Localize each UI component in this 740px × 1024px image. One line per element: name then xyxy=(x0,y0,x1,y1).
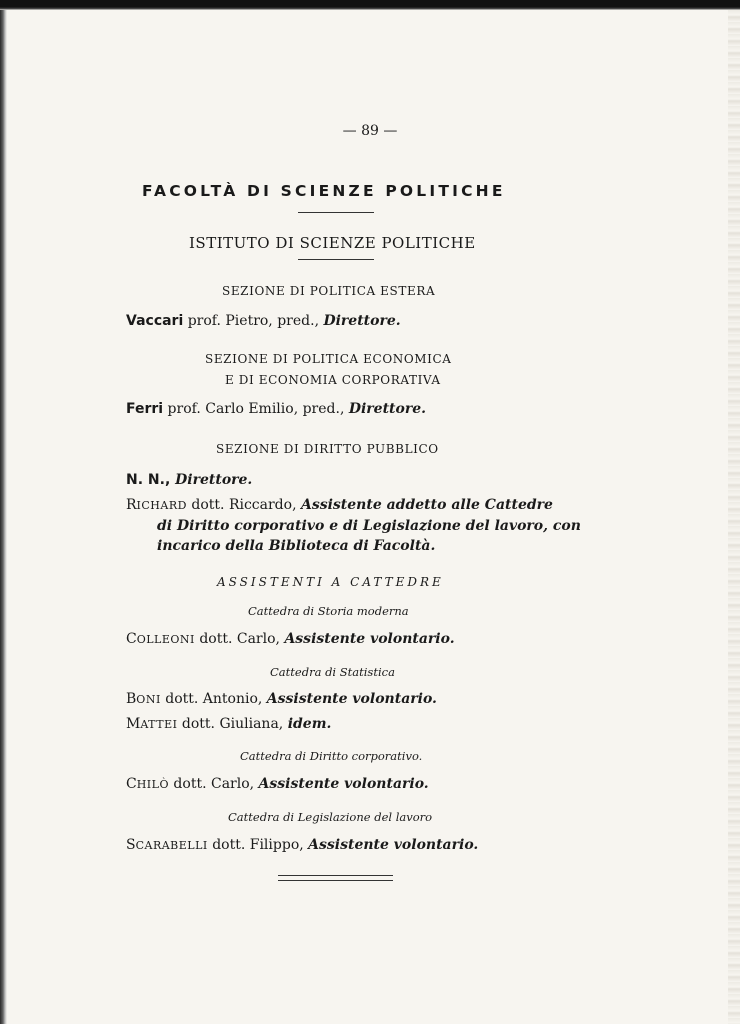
entry-chilo xyxy=(126,776,429,792)
entry-surname: Vaccari xyxy=(126,313,184,329)
entry-colleoni xyxy=(126,631,455,647)
faculty-title: FACOLTÀ DI SCIENZE POLITICHE xyxy=(142,182,506,200)
closing-double-rule xyxy=(278,875,393,881)
entry-richard-line2 xyxy=(157,518,581,534)
page-left-edge xyxy=(0,10,7,1024)
entry-richard xyxy=(126,497,553,513)
page-top-edge xyxy=(0,0,740,10)
entry-text: dott. Giuliana, xyxy=(177,716,288,732)
entry-surname-initial: S xyxy=(126,837,136,853)
entry-role: Assistente volontario. xyxy=(284,631,455,647)
chair-legislazione-lavoro: Cattedra di Legislazione del lavoro xyxy=(228,810,433,824)
entry-text: dott. Riccardo, xyxy=(186,497,301,513)
entry-role: idem. xyxy=(287,716,332,732)
entry-surname-initial: M xyxy=(126,716,141,732)
entry-surname-rest: HILÒ xyxy=(136,778,169,791)
entry-surname: Ferri xyxy=(126,401,164,417)
entry-role: Assistente volontario. xyxy=(308,837,479,853)
entry-surname-initial: C xyxy=(126,776,137,792)
section-heading-politica-estera: SEZIONE DI POLITICA ESTERA xyxy=(222,284,436,298)
chair-diritto-corporativo: Cattedra di Diritto corporativo. xyxy=(240,749,423,763)
entry-role-line3: incarico della Biblioteca di Facoltà. xyxy=(157,538,436,554)
institute-rule xyxy=(298,259,374,260)
assistants-heading: ASSISTENTI A CATTEDRE xyxy=(217,575,444,589)
entry-surname-rest: ONI xyxy=(136,693,161,706)
entry-vaccari xyxy=(126,313,401,329)
chair-statistica: Cattedra di Statistica xyxy=(270,665,395,679)
entry-text: dott. Carlo, xyxy=(168,776,259,792)
entry-nn xyxy=(126,472,252,488)
entry-role-line1: Assistente addetto alle Cattedre xyxy=(300,497,553,513)
entry-text: dott. Filippo, xyxy=(207,837,309,853)
page-right-edge xyxy=(728,10,740,1024)
entry-scarabelli xyxy=(126,837,478,853)
entry-ferri xyxy=(126,401,426,417)
entry-surname-initial: R xyxy=(126,497,137,513)
entry-role: Assistente volontario. xyxy=(266,691,437,707)
entry-surname-rest: OLLEONI xyxy=(136,633,195,646)
entry-richard-line3 xyxy=(157,538,435,554)
entry-role: Assistente volontario. xyxy=(258,776,429,792)
entry-role-line2: di Diritto corporativo e di Legislazione del lavoro, con xyxy=(157,518,581,534)
entry-role: Direttore. xyxy=(170,472,253,488)
entry-surname-initial: B xyxy=(126,691,137,707)
section-heading-politica-economica-2: E DI ECONOMIA CORPORATIVA xyxy=(225,373,441,387)
entry-text: dott. Antonio, xyxy=(160,691,267,707)
chair-storia-moderna: Cattedra di Storia moderna xyxy=(248,604,409,618)
institute-title: ISTITUTO DI SCIENZE POLITICHE xyxy=(189,234,476,252)
entry-surname-rest: ATTEI xyxy=(140,718,178,731)
section-heading-politica-economica-1: SEZIONE DI POLITICA ECONOMICA xyxy=(205,352,452,366)
entry-surname-rest: ICHARD xyxy=(136,499,187,512)
entry-text: prof. Pietro, pred., xyxy=(183,313,324,329)
section-heading-diritto-pubblico: SEZIONE DI DIRITTO PUBBLICO xyxy=(216,442,439,456)
entry-surname: N. N., xyxy=(126,472,171,488)
entry-mattei xyxy=(126,716,331,732)
entry-role: Direttore. xyxy=(323,313,401,329)
entry-surname-initial: C xyxy=(126,631,137,647)
entry-text: dott. Carlo, xyxy=(194,631,285,647)
title-rule xyxy=(298,212,374,213)
entry-role: Direttore. xyxy=(348,401,427,417)
page-number: — 89 — xyxy=(342,123,398,139)
entry-surname-rest: CARABELLI xyxy=(135,839,208,852)
entry-text: prof. Carlo Emilio, pred., xyxy=(163,401,349,417)
entry-boni xyxy=(126,691,437,707)
